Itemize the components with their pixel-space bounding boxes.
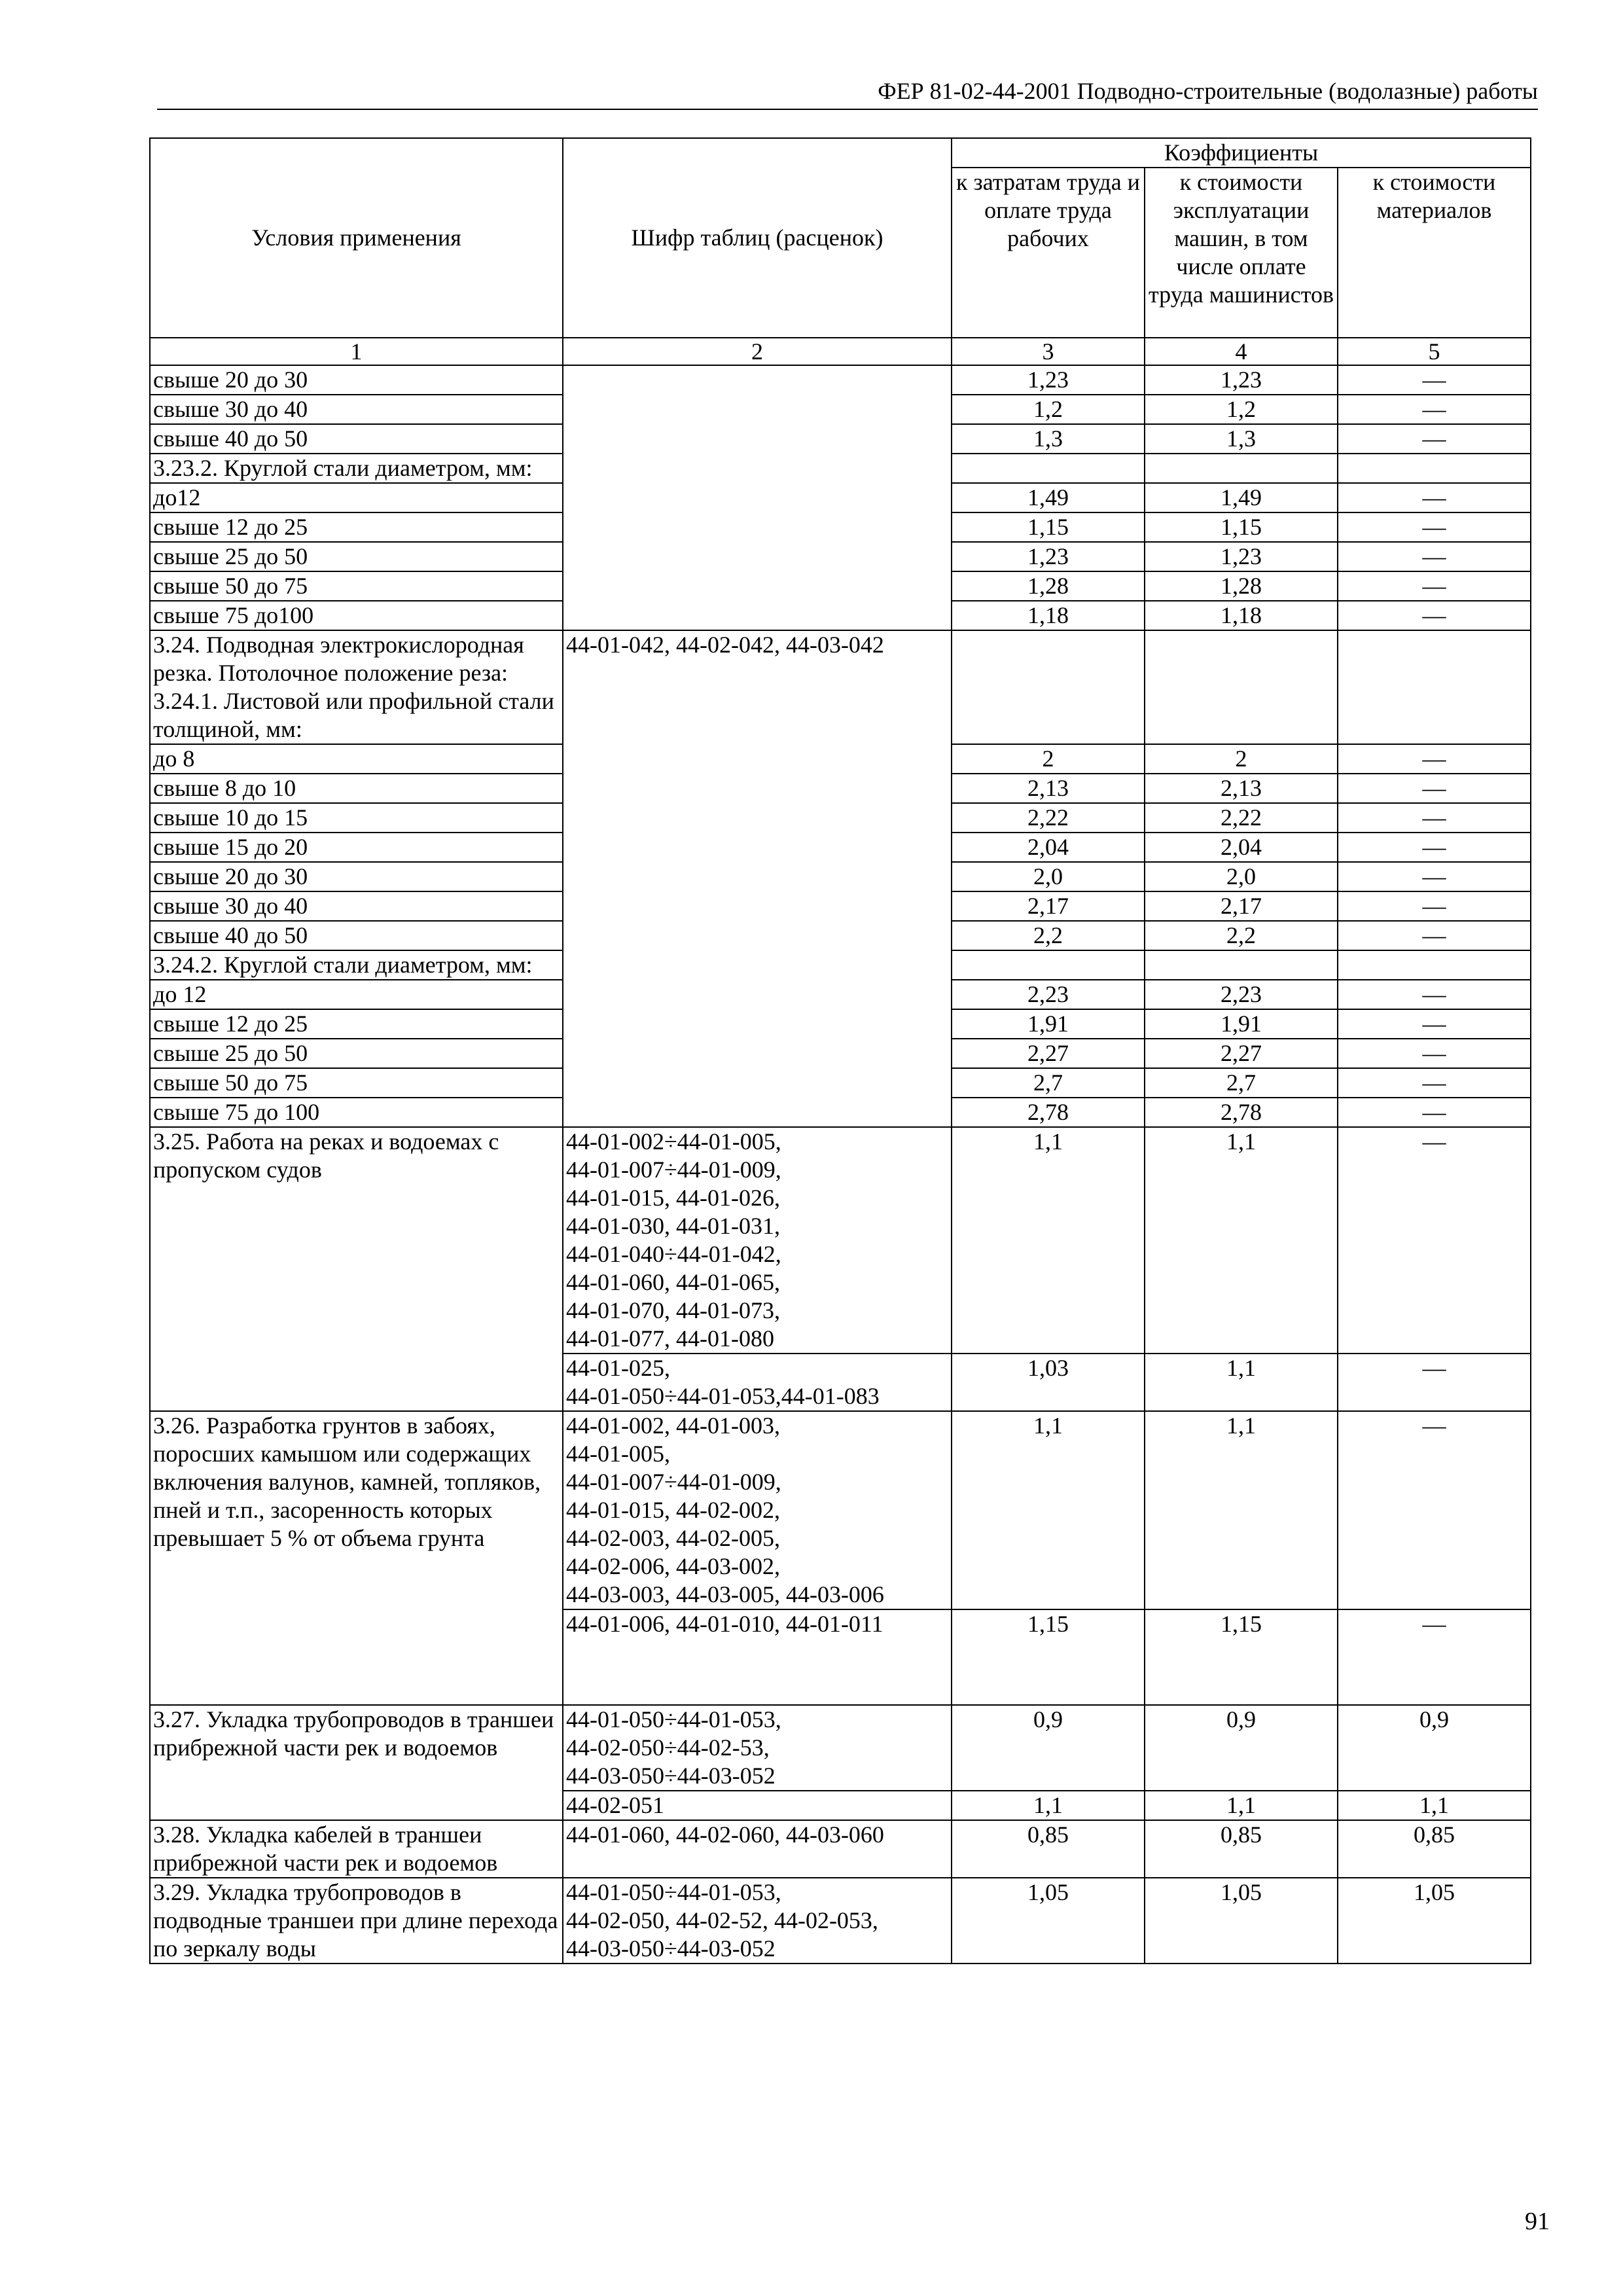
condition-cell: свыше 12 до 25 — [150, 1009, 563, 1039]
material-coef: 1,05 — [1338, 1878, 1531, 1964]
condition-cell: до 8 — [150, 744, 563, 774]
machine-coef: 1,3 — [1145, 424, 1338, 454]
material-coef: — — [1338, 803, 1531, 833]
machine-coef — [1145, 950, 1338, 980]
table-row — [150, 630, 1531, 744]
header-title: ФЕР 81-02-44-2001 Подводно-строительные (водолазные) работы — [878, 78, 1538, 104]
labor-coef: 1,23 — [952, 542, 1145, 571]
machine-coef: 2,22 — [1145, 803, 1338, 833]
material-coef: — — [1338, 1354, 1531, 1411]
labor-coef: 1,1 — [952, 1411, 1145, 1609]
material-coef: — — [1338, 1009, 1531, 1039]
condition-cell: 3.25. Работа на реках и водоемах с пропуском судов — [150, 1127, 563, 1411]
condition-cell: свыше 12 до 25 — [150, 512, 563, 542]
labor-coef: 1,23 — [952, 365, 1145, 395]
machine-coef: 1,1 — [1145, 1354, 1338, 1411]
machine-coef: 1,18 — [1145, 601, 1338, 630]
labor-coef: 1,3 — [952, 424, 1145, 454]
material-coef: — — [1338, 744, 1531, 774]
machine-coef: 1,91 — [1145, 1009, 1338, 1039]
machine-coef: 1,05 — [1145, 1878, 1338, 1964]
machine-coef: 2,04 — [1145, 833, 1338, 862]
code-cell — [563, 365, 952, 630]
labor-coef: 1,91 — [952, 1009, 1145, 1039]
labor-coef: 0,9 — [952, 1705, 1145, 1791]
machine-coef: 2,2 — [1145, 921, 1338, 950]
condition-cell: до 12 — [150, 980, 563, 1009]
condition-cell: свыше 40 до 50 — [150, 921, 563, 950]
condition-cell: свыше 30 до 40 — [150, 891, 563, 921]
labor-coef: 2,7 — [952, 1068, 1145, 1098]
material-coef: — — [1338, 1609, 1531, 1705]
condition-cell: 3.28. Укладка кабелей в траншеи прибрежной части рек и водоемов — [150, 1820, 563, 1878]
condition-cell: свыше 40 до 50 — [150, 424, 563, 454]
code-cell: 44-01-025, 44-01-050÷44-01-053,44-01-083 — [563, 1354, 952, 1411]
machine-coef: 2,23 — [1145, 980, 1338, 1009]
material-coef: — — [1338, 601, 1531, 630]
material-coef: — — [1338, 1068, 1531, 1098]
machine-coef: 2,17 — [1145, 891, 1338, 921]
material-coef: — — [1338, 891, 1531, 921]
condition-cell: свыше 75 до 100 — [150, 1098, 563, 1127]
labor-coef: 1,49 — [952, 483, 1145, 512]
code-cell: 44-02-051 — [563, 1791, 952, 1820]
condition-cell: 3.23.2. Круглой стали диаметром, мм: — [150, 454, 563, 483]
material-coef: 0,85 — [1338, 1820, 1531, 1878]
condition-cell: 3.27. Укладка трубопроводов в траншеи прибрежной части рек и водоемов — [150, 1705, 563, 1820]
material-coef: — — [1338, 921, 1531, 950]
machine-coef: 1,1 — [1145, 1127, 1338, 1354]
condition-cell: свыше 10 до 15 — [150, 803, 563, 833]
code-cell: 44-01-002, 44-01-003, 44-01-005, 44-01-007÷44-01-009, 44-01-015, 44-02-002, 44-02-003, 44-02-005, 44-02-006, 44-03-002, 44-03-003, 44-03-005, 44-03-006 — [563, 1411, 952, 1609]
machine-coef: 2 — [1145, 744, 1338, 774]
material-coef: — — [1338, 862, 1531, 891]
header-codes: Шифр таблиц (расценок) — [563, 138, 952, 338]
material-coef: — — [1338, 833, 1531, 862]
code-cell: 44-01-060, 44-02-060, 44-03-060 — [563, 1820, 952, 1878]
machine-coef: 1,15 — [1145, 512, 1338, 542]
machine-coef: 2,7 — [1145, 1068, 1338, 1098]
table-row — [150, 1127, 1531, 1354]
machine-coef: 1,49 — [1145, 483, 1338, 512]
column-number-row — [150, 338, 1531, 365]
table-row — [150, 1411, 1531, 1609]
material-coef: — — [1338, 542, 1531, 571]
labor-coef: 1,2 — [952, 395, 1145, 424]
machine-coef: 0,9 — [1145, 1705, 1338, 1791]
material-coef: — — [1338, 1411, 1531, 1609]
code-cell: 44-01-042, 44-02-042, 44-03-042 — [563, 630, 952, 1127]
document-header — [157, 73, 1538, 110]
machine-coef: 1,1 — [1145, 1791, 1338, 1820]
material-coef: — — [1338, 774, 1531, 803]
labor-coef: 2 — [952, 744, 1145, 774]
condition-cell: свыше 25 до 50 — [150, 542, 563, 571]
table-row — [150, 1820, 1531, 1878]
condition-cell: свыше 75 до100 — [150, 601, 563, 630]
material-coef: — — [1338, 424, 1531, 454]
material-coef: — — [1338, 512, 1531, 542]
condition-cell: свыше 25 до 50 — [150, 1039, 563, 1068]
material-coef: — — [1338, 395, 1531, 424]
material-coef: — — [1338, 980, 1531, 1009]
machine-coef — [1145, 630, 1338, 744]
header-machines: к стоимости эксплуатации машин, в том числе оплате труда машинистов — [1145, 168, 1338, 338]
labor-coef: 2,04 — [952, 833, 1145, 862]
header-materials: к стоимости материалов — [1338, 168, 1531, 338]
labor-coef — [952, 950, 1145, 980]
column-number: 1 — [150, 338, 563, 365]
labor-coef: 0,85 — [952, 1820, 1145, 1878]
machine-coef: 2,13 — [1145, 774, 1338, 803]
machine-coef: 1,2 — [1145, 395, 1338, 424]
column-number: 3 — [952, 338, 1145, 365]
material-coef: — — [1338, 365, 1531, 395]
machine-coef: 1,1 — [1145, 1411, 1338, 1609]
header-conditions: Условия применения — [150, 138, 563, 338]
labor-coef: 2,27 — [952, 1039, 1145, 1068]
column-number: 2 — [563, 338, 952, 365]
condition-cell: 3.29. Укладка трубопроводов в подводные траншеи при длине перехода по зеркалу воды — [150, 1878, 563, 1964]
condition-cell: 3.26. Разработка грунтов в забоях, поросших камышом или содержащих включения валунов, камней, топляков, пней и т.п., засоренность которых превышает 5 % от объема грунта — [150, 1411, 563, 1705]
material-coef — [1338, 950, 1531, 980]
material-coef: 1,1 — [1338, 1791, 1531, 1820]
machine-coef: 0,85 — [1145, 1820, 1338, 1878]
labor-coef: 1,15 — [952, 512, 1145, 542]
labor-coef — [952, 630, 1145, 744]
table-row — [150, 1705, 1531, 1791]
page-number: 91 — [1525, 2208, 1550, 2235]
machine-coef: 2,78 — [1145, 1098, 1338, 1127]
table-header-row — [150, 138, 1531, 168]
machine-coef: 1,23 — [1145, 542, 1338, 571]
labor-coef: 1,28 — [952, 571, 1145, 601]
material-coef: 0,9 — [1338, 1705, 1531, 1791]
condition-cell: свыше 20 до 30 — [150, 365, 563, 395]
condition-cell: свыше 20 до 30 — [150, 862, 563, 891]
labor-coef: 1,03 — [952, 1354, 1145, 1411]
labor-coef: 2,0 — [952, 862, 1145, 891]
labor-coef: 2,78 — [952, 1098, 1145, 1127]
labor-coef: 1,1 — [952, 1127, 1145, 1354]
labor-coef: 2,17 — [952, 891, 1145, 921]
labor-coef: 2,23 — [952, 980, 1145, 1009]
condition-cell: свыше 30 до 40 — [150, 395, 563, 424]
material-coef — [1338, 454, 1531, 483]
column-number: 5 — [1338, 338, 1531, 365]
condition-cell: свыше 50 до 75 — [150, 571, 563, 601]
code-cell: 44-01-006, 44-01-010, 44-01-011 — [563, 1609, 952, 1705]
material-coef: — — [1338, 1098, 1531, 1127]
machine-coef: 2,0 — [1145, 862, 1338, 891]
code-cell: 44-01-050÷44-01-053, 44-02-050, 44-02-52, 44-02-053, 44-03-050÷44-03-052 — [563, 1878, 952, 1964]
code-cell: 44-01-050÷44-01-053, 44-02-050÷44-02-53, 44-03-050÷44-03-052 — [563, 1705, 952, 1791]
labor-coef: 1,18 — [952, 601, 1145, 630]
labor-coef: 2,2 — [952, 921, 1145, 950]
condition-cell: 3.24. Подводная электрокислородная резка. Потолочное положение реза: 3.24.1. Листовой или профильной стали толщиной, мм: — [150, 630, 563, 744]
condition-cell: до12 — [150, 483, 563, 512]
header-coefficients: Коэффициенты — [952, 138, 1531, 168]
code-cell: 44-01-002÷44-01-005, 44-01-007÷44-01-009, 44-01-015, 44-01-026, 44-01-030, 44-01-031, 44-01-040÷44-01-042, 44-01-060, 44-01-065, 44-01-070, 44-01-073, 44-01-077, 44-01-080 — [563, 1127, 952, 1354]
material-coef — [1338, 630, 1531, 744]
labor-coef — [952, 454, 1145, 483]
material-coef: — — [1338, 483, 1531, 512]
condition-cell: 3.24.2. Круглой стали диаметром, мм: — [150, 950, 563, 980]
labor-coef: 2,13 — [952, 774, 1145, 803]
machine-coef: 1,23 — [1145, 365, 1338, 395]
machine-coef: 1,28 — [1145, 571, 1338, 601]
machine-coef: 2,27 — [1145, 1039, 1338, 1068]
condition-cell: свыше 15 до 20 — [150, 833, 563, 862]
machine-coef — [1145, 454, 1338, 483]
labor-coef: 1,05 — [952, 1878, 1145, 1964]
header-labor: к затратам труда и оплате труда рабочих — [952, 168, 1145, 338]
labor-coef: 2,22 — [952, 803, 1145, 833]
material-coef: — — [1338, 571, 1531, 601]
coefficients-table — [149, 137, 1531, 1964]
material-coef: — — [1338, 1039, 1531, 1068]
table-row — [150, 1878, 1531, 1964]
condition-cell: свыше 8 до 10 — [150, 774, 563, 803]
condition-cell: свыше 50 до 75 — [150, 1068, 563, 1098]
labor-coef: 1,1 — [952, 1791, 1145, 1820]
labor-coef: 1,15 — [952, 1609, 1145, 1705]
column-number: 4 — [1145, 338, 1338, 365]
material-coef: — — [1338, 1127, 1531, 1354]
table-row — [150, 365, 1531, 395]
machine-coef: 1,15 — [1145, 1609, 1338, 1705]
